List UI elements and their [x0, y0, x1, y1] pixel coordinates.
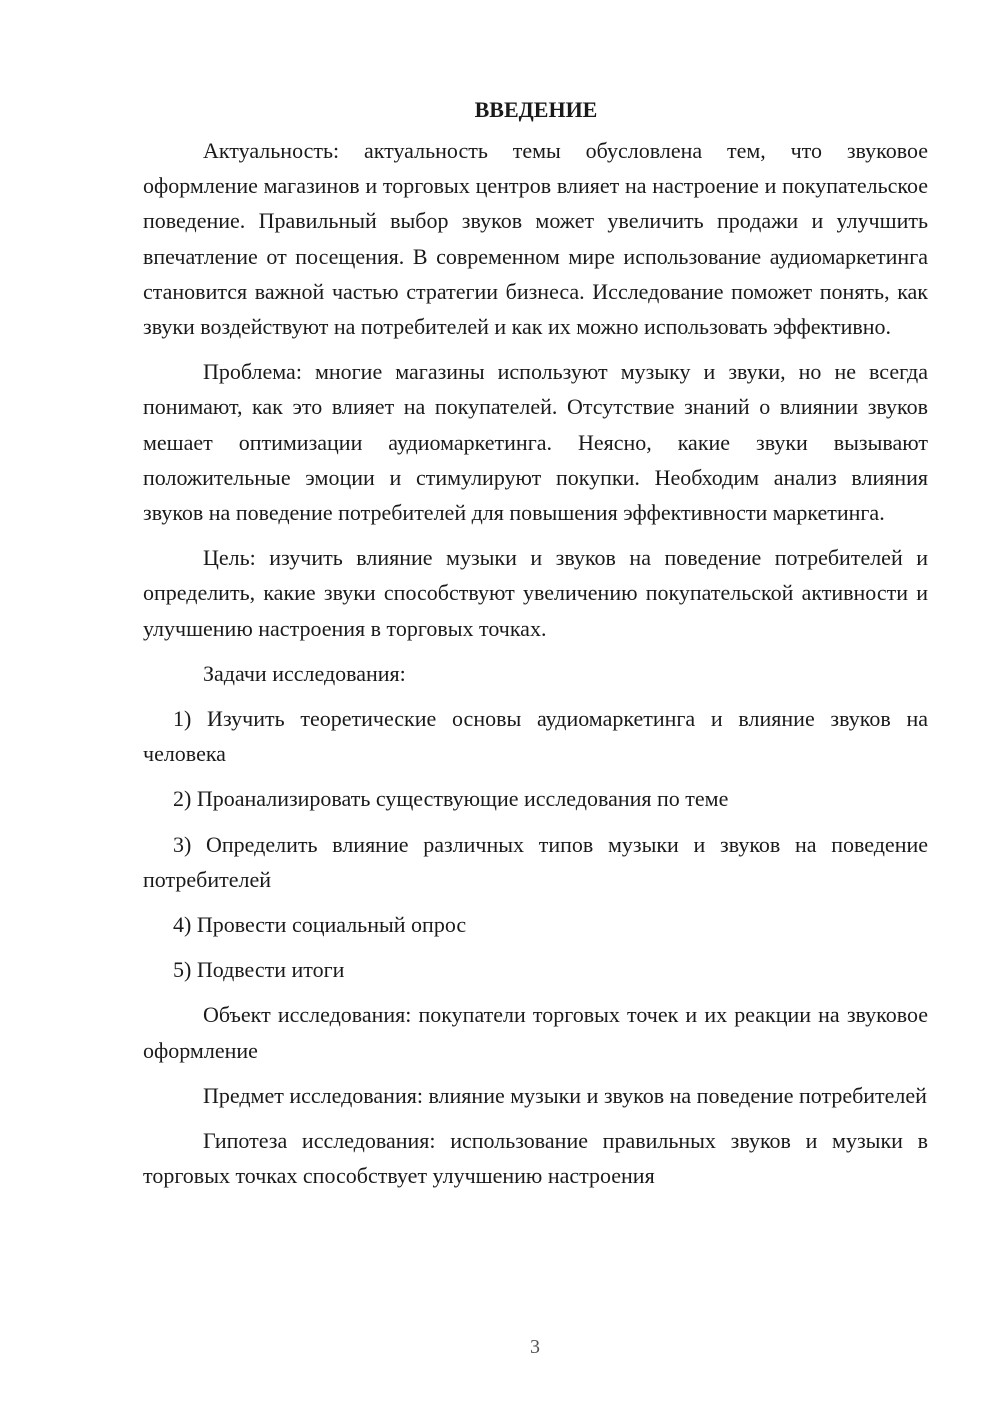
section-title: ВВЕДЕНИЕ [474, 97, 598, 122]
tasks-heading: Задачи исследования: [203, 660, 406, 686]
task-item-5: 5) Подвести итоги [173, 957, 345, 983]
page-number: 3 [530, 1336, 540, 1358]
paragraph-relevance: Актуальность: актуальность темы обусловлена тем, что звуковое оформление магазинов и торговых центров влияет на настроение и покупательское поведение. Правильный выбор звуков может увеличить продажи и улучшить впечатление от посещения. В современном мире использование аудиомаркетинга становится важной частью стратегии бизнеса. Исследование поможет понять, как звуки воздействуют на потребителей и как их можно использовать эффективно. [143, 138, 928, 340]
task-item-1: 1) Изучить теоретические основы аудиомаркетинга и влияние звуков на человека [143, 706, 928, 767]
paragraph-object: Объект исследования: покупатели торговых точек и их реакции на звуковое оформление [143, 1002, 928, 1063]
task-item-4: 4) Провести социальный опрос [173, 912, 467, 938]
paragraph-problem: Проблема: многие магазины используют музыку и звуки, но не всегда понимают, как это влияет на покупателей. Отсутствие знаний о влиянии звуков мешает оптимизации аудиомаркетинга. Неясно, какие звуки вызывают положительные эмоции и стимулируют покупки. Необходим анализ влияния звуков на поведение потребителей для повышения эффективности маркетинга. [143, 359, 928, 526]
task-item-2: 2) Проанализировать существующие исследования по теме [173, 786, 729, 812]
document-body [143, 92, 928, 1203]
paragraph-hypothesis: Гипотеза исследования: использование правильных звуков и музыки в торговых точках способствует улучшению настроения [143, 1128, 928, 1189]
task-item-3: 3) Определить влияние различных типов музыки и звуков на поведение потребителей [143, 831, 928, 892]
paragraph-subject: Предмет исследования: влияние музыки и звуков на поведение потребителей [203, 1082, 927, 1108]
paragraph-goal: Цель: изучить влияние музыки и звуков на поведение потребителей и определить, какие звуки способствуют увеличению покупательской активности и улучшению настроения в торговых точках. [143, 545, 928, 641]
